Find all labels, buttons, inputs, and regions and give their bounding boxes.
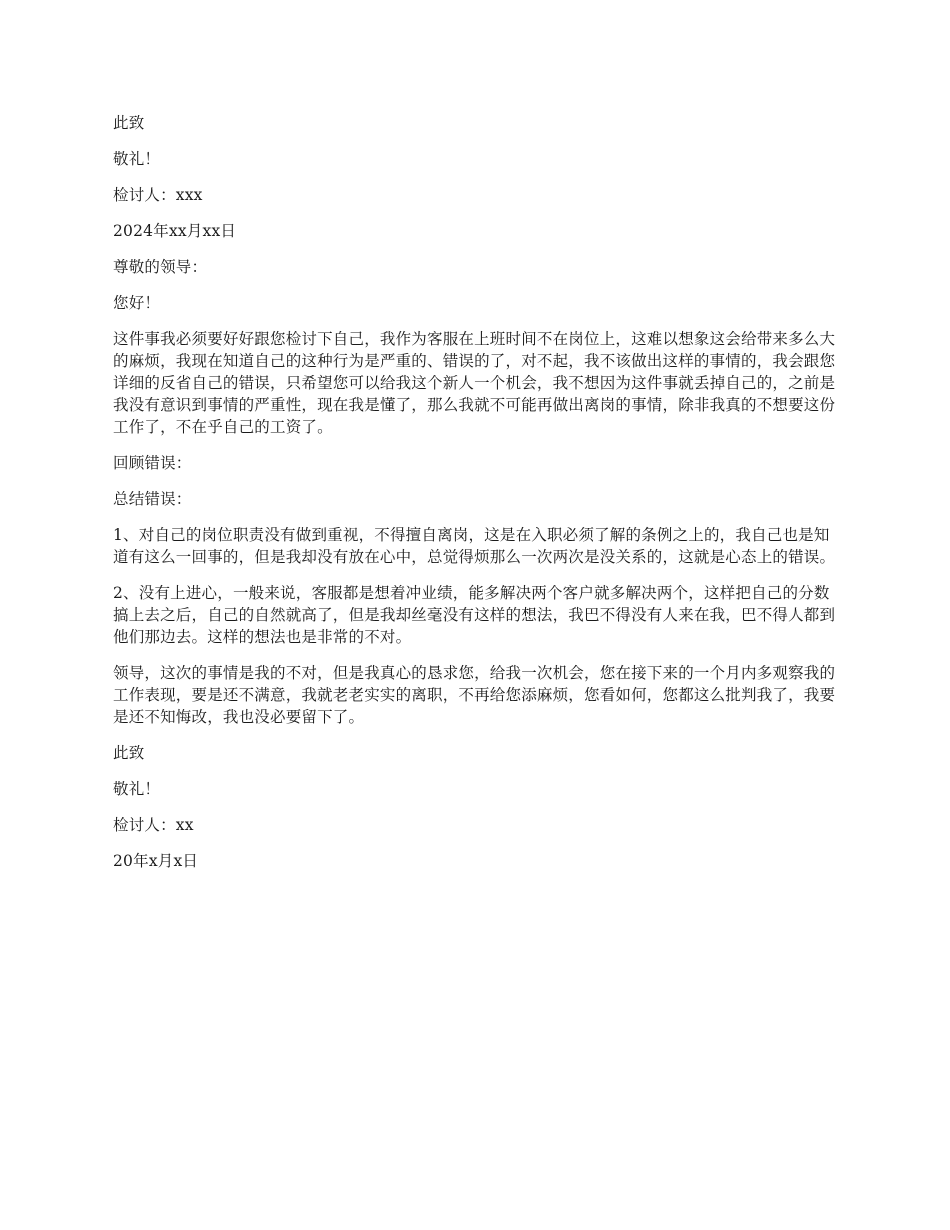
signer-bottom: 检讨人：xx	[113, 816, 194, 834]
date-top: 2024年xx月xx日	[113, 222, 237, 240]
summary-point-2: 2、没有上进心，一般来说，客服都是想着冲业绩，能多解决两个客户就多解决两个，这样把自己的分数搞上去之后，自己的自然就高了，但是我却丝毫没有这样的想法，我巴不得没有人来在我，巴不得人都到他们那边去。这样的想法也是非常的不对。	[113, 584, 836, 646]
section-summary-heading: 总结错误：	[113, 490, 192, 508]
signer-top: 检讨人：xxx	[113, 186, 203, 204]
summary-point-1: 1、对自己的岗位职责没有做到重视，不得擅自离岗，这是在入职必须了解的条例之上的，我自己也是知道有这么一回事的，但是我却没有放在心中，总觉得烦那么一次两次是没关系的，这就是心态上的错误。	[113, 526, 836, 566]
closing-salutation-top: 此致	[113, 114, 145, 132]
date-bottom: 20年x月x日	[113, 852, 199, 870]
greeting-hello: 您好！	[113, 294, 161, 312]
closing-salutation-bottom: 此致	[113, 744, 145, 762]
greeting-address: 尊敬的领导：	[113, 258, 208, 276]
plea-paragraph: 领导，这次的事情是我的不对，但是我真心的恳求您，给我一次机会，您在接下来的一个月内多观察我的工作表现，要是还不满意，我就老老实实的离职，不再给您添麻烦，您看如何，您都这么批判我了，我要是还不知悔改，我也没必要留下了。	[113, 664, 836, 726]
closing-respect-top: 敬礼！	[113, 150, 161, 168]
intro-paragraph: 这件事我必须要好好跟您检讨下自己，我作为客服在上班时间不在岗位上，这难以想象这会给带来多么大的麻烦，我现在知道自己的这种行为是严重的、错误的了，对不起，我不该做出这样的事情的，我会跟您详细的反省自己的错误，只希望您可以给我这个新人一个机会，我不想因为这件事就丢掉自己的，之前是我没有意识到事情的严重性，现在我是懂了，那么我就不可能再做出离岗的事情，除非我真的不想要这份工作了，不在乎自己的工资了。	[113, 330, 836, 436]
closing-respect-bottom: 敬礼！	[113, 780, 161, 798]
section-review-heading: 回顾错误：	[113, 454, 192, 472]
document-body	[113, 112, 841, 886]
